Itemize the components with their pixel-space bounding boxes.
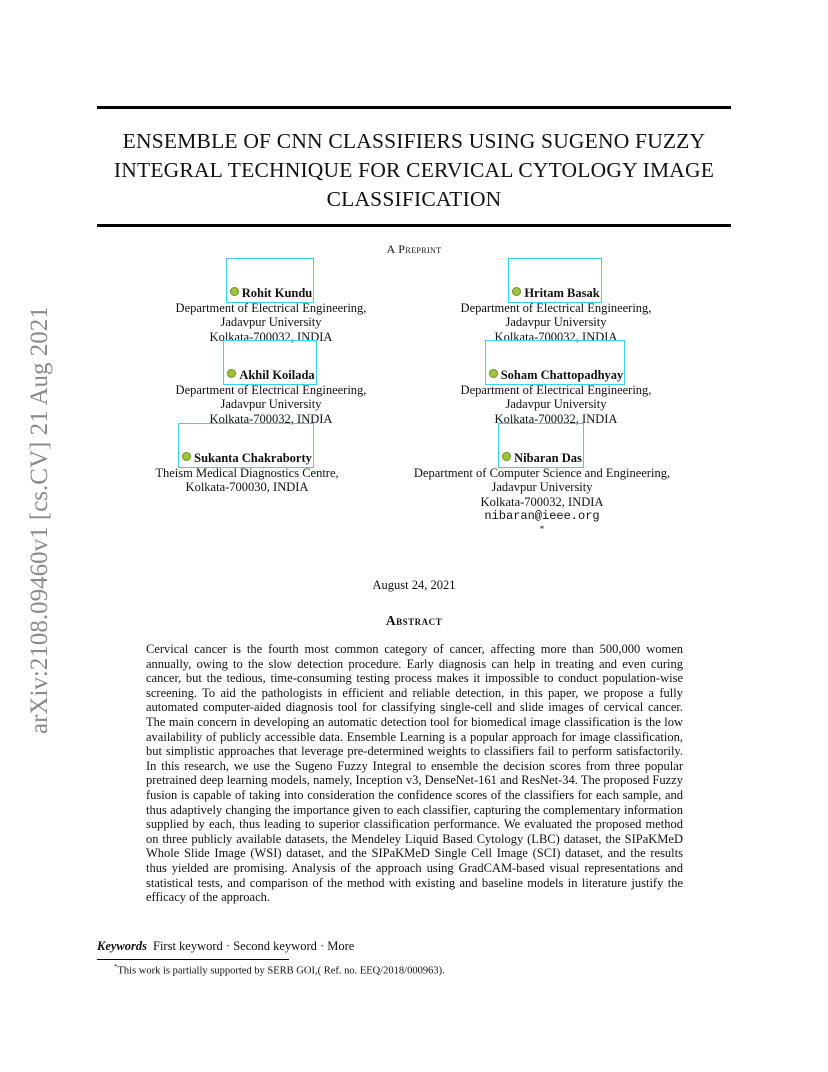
author-block bbox=[392, 451, 692, 534]
author-name-link[interactable]: Akhil Koilada bbox=[227, 368, 314, 383]
affiliation-line: Department of Electrical Engineering, bbox=[460, 300, 652, 315]
affiliation-line: Kolkata-700032, INDIA bbox=[209, 329, 333, 344]
author-name-link[interactable]: Hritam Basak bbox=[512, 286, 599, 301]
affiliation-line: Jadavpur University bbox=[220, 315, 322, 329]
footnote-marker[interactable]: * bbox=[539, 523, 545, 534]
affiliation-line: Department of Electrical Engineering, bbox=[460, 382, 652, 397]
link-box bbox=[226, 258, 315, 303]
link-box bbox=[508, 258, 601, 303]
abstract-heading: Abstract bbox=[385, 613, 443, 628]
title-line-1: ENSEMBLE OF CNN CLASSIFIERS USING SUGENO FUZZY bbox=[122, 129, 706, 153]
author-email[interactable]: nibaran@ieee.org bbox=[484, 509, 600, 523]
keywords-label: Keywords bbox=[97, 939, 147, 953]
affiliation-line: Department of Electrical Engineering, bbox=[175, 300, 367, 315]
affiliation-line: Jadavpur University bbox=[505, 397, 607, 411]
affiliation-line: Kolkata-700032, INDIA bbox=[480, 494, 604, 509]
author-block bbox=[136, 286, 406, 344]
abstract-body: Cervical cancer is the fourth most common category of cancer, affecting more than 500,000 women annually, owing to the slow detection procedure. Early diagnosis can help in treating and even curing cancer, but the tedious, time-consuming testing process makes it impossible to conduct population-wise screening. To aid the pathologists in efficient and reliable detection, in this paper, we propose a fully automated computer-aided diagnosis tool for classifying single-cell and slide images of cervical cancer. The main concern in developing an automatic detection tool for biomedical image classification is the low availability of publicly accessible data. Ensemble Learning is a popular approach for image classification, but simplistic approaches that leverage pre-determined weights to classifiers fail to perform satisfactorily. In this research, we use the Sugeno Fuzzy Integral to ensemble the decision scores from three popular pretrained deep learning models, namely, Inception v3, DenseNet-161 and ResNet-34. The proposed Fuzzy fusion is capable of taking into consideration the confidence scores of the classifiers for each sample, and thus adaptively changing the importance given to each classifier, capturing the complementary information supplied by each, thus leading to superior classification performance. We evaluated the proposed method on three publicly available datasets, the Mendeley Liquid Based Cytology (LBC) dataset, the SIPaKMeD Whole Slide Image (WSI) dataset, and the SIPaKMeD Single Cell Image (SCI) dataset, and the results thus yielded are promising. Analysis of the approach using GradCAM-based visual representations and statistical tests, and comparison of the method with existing and baseline models in literature justify the efficacy of the approach. bbox=[146, 642, 683, 905]
arxiv-identifier: arXiv:2108.09460v1 [cs.CV] 21 Aug 2021 bbox=[26, 306, 53, 735]
keywords-line bbox=[97, 939, 354, 954]
title-line-2: INTEGRAL TECHNIQUE FOR CERVICAL CYTOLOGY IMAGE bbox=[113, 158, 715, 182]
link-box bbox=[178, 423, 314, 468]
affiliation-line: Kolkata-700032, INDIA bbox=[494, 329, 618, 344]
link-box bbox=[223, 340, 316, 385]
affiliation-line: Kolkata-700030, INDIA bbox=[185, 480, 309, 494]
paper-title bbox=[97, 127, 731, 214]
title-bottom-rule bbox=[97, 224, 731, 227]
preprint-label: A Preprint bbox=[386, 242, 442, 256]
author-name-link[interactable]: Sukanta Chakraborty bbox=[182, 451, 312, 466]
link-box bbox=[498, 423, 584, 468]
footnote-rule bbox=[97, 959, 289, 960]
affiliation-line: Kolkata-700032, INDIA bbox=[494, 411, 618, 426]
author-block bbox=[421, 286, 691, 344]
keywords-list: First keyword · Second keyword · More bbox=[153, 939, 355, 953]
affiliation-line: Department of Computer Science and Engineering, bbox=[413, 465, 671, 480]
author-block bbox=[136, 368, 406, 426]
affiliation-line: Department of Electrical Engineering, bbox=[175, 382, 367, 397]
affiliation-line: Jadavpur University bbox=[505, 315, 607, 329]
author-name-link[interactable]: Rohit Kundu bbox=[230, 286, 313, 301]
author-block bbox=[421, 368, 691, 426]
link-box bbox=[485, 340, 626, 385]
title-line-3: CLASSIFICATION bbox=[326, 187, 502, 211]
footnote bbox=[114, 963, 445, 977]
footnote-mark: * bbox=[114, 963, 118, 971]
title-top-rule bbox=[97, 106, 731, 109]
footnote-text: This work is partially supported by SERB GOI,( Ref. no. EEQ/2018/000963). bbox=[117, 965, 445, 977]
publication-date: August 24, 2021 bbox=[372, 578, 456, 592]
affiliation-line: Jadavpur University bbox=[491, 480, 593, 494]
author-name-link[interactable]: Soham Chattopadhyay bbox=[489, 368, 624, 383]
affiliation-line: Theism Medical Diagnostics Centre, bbox=[155, 465, 339, 480]
author-block bbox=[122, 451, 372, 495]
affiliation-line: Kolkata-700032, INDIA bbox=[209, 411, 333, 426]
author-name-link[interactable]: Nibaran Das bbox=[502, 451, 582, 466]
affiliation-line: Jadavpur University bbox=[220, 397, 322, 411]
